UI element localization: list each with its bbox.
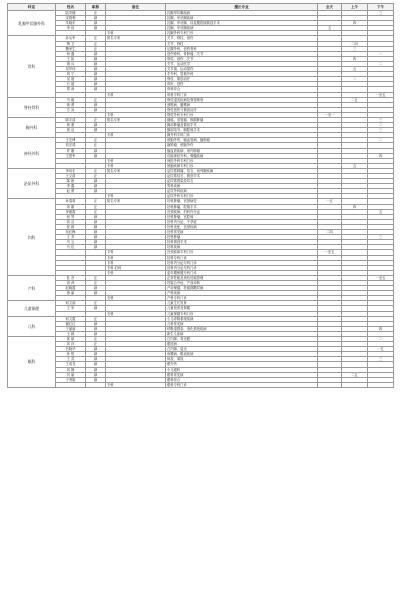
specialty: 小儿呼吸系统疾病 — [166, 316, 318, 321]
full-day: 一至五 — [318, 250, 342, 255]
specialty: 正常妊娠及高危妊娠管理 — [166, 275, 318, 280]
doctor-name: 许 刚 — [56, 148, 86, 153]
doctor-name: 吴红梅 — [56, 230, 86, 235]
specialty: 泌尿外科疾病 — [166, 189, 318, 194]
doctor-title: 正 — [86, 301, 106, 306]
specialty: 儿童生长发育 — [166, 301, 318, 306]
doctor-title: 正 — [86, 204, 106, 209]
doctor-name: 杜 彦 — [56, 275, 86, 280]
doctor-name: 刘 娟 — [56, 204, 86, 209]
specialty: 眼科专科门诊 — [166, 382, 318, 387]
afternoon: 一至五 — [368, 92, 394, 97]
specialty: 妇科肿瘤、宫颈病变 — [166, 199, 318, 204]
doctor-title: 副 — [86, 367, 106, 372]
doctor-title: 副 — [86, 240, 106, 245]
doctor-name: 刘 宁 — [56, 72, 86, 77]
header-row — [8, 4, 394, 11]
doctor-title: 副 — [86, 82, 106, 87]
doctor-name: 孙春莉 — [56, 199, 86, 204]
specialty: 妇科专科门诊 — [166, 255, 318, 260]
department-name: 泌尿外科 — [8, 168, 56, 199]
specialty: 眼底病 — [166, 342, 318, 347]
doctor-title: 副 — [86, 56, 106, 61]
doctor-name: 陈宇清 — [56, 117, 86, 122]
morning: 三 — [342, 46, 368, 51]
full-day: 一五 — [318, 199, 342, 204]
doctor-title: 副 — [86, 321, 106, 326]
specialty: 乳腺、甲状腺、疝及腹腔镜微创手术 — [166, 21, 318, 26]
table-row — [8, 382, 394, 387]
doctor-title: 副 — [86, 184, 106, 189]
doctor-title: 正 — [86, 11, 106, 16]
doctor-title: 副 — [86, 219, 106, 224]
specialty: 创伤骨科、骨肿瘤、关节 — [166, 51, 318, 56]
morning: 二五 — [342, 372, 368, 377]
doctor-title: 正 — [86, 275, 106, 280]
doctor-name: 宋胜利 — [56, 16, 86, 21]
afternoon: 二 — [368, 138, 394, 143]
specialty: 乳腺、甲状腺疾病 — [166, 16, 318, 21]
specialty: 神经外科专科门诊 — [166, 158, 318, 163]
column-header: 姓名 — [56, 4, 86, 11]
afternoon: 三 — [368, 235, 394, 240]
specialty: 泌尿系结石、微创手术 — [166, 174, 318, 179]
doctor-name: 郭 斌 — [56, 337, 86, 342]
column-header: 职称 — [86, 4, 106, 11]
specialty: 关节、运动医学 — [166, 61, 318, 66]
doctor-title: 副 — [86, 245, 106, 250]
doctor-title: 副 — [86, 291, 106, 296]
specialty: 产前保健、妊娠期糖尿病 — [166, 286, 318, 291]
specialty: 眼科常见病 — [166, 372, 318, 377]
doctor-title: 副 — [86, 230, 106, 235]
afternoon: 一 — [368, 51, 394, 56]
doctor-name: 何文丽 — [56, 301, 86, 306]
doctor-name: 周 洁 — [56, 128, 86, 133]
doctor-title: 副 — [86, 107, 106, 112]
doctor-title: 副 — [86, 72, 106, 77]
doctor-name: 郑 涛 — [56, 87, 86, 92]
specialty: 脊柱创伤与微创治疗 — [166, 107, 318, 112]
doctor-name: 朱晓东 — [56, 21, 86, 26]
table-body — [8, 11, 394, 388]
remark: 知名专家 — [106, 117, 166, 122]
doctor-name: 胡 兵 — [56, 61, 86, 66]
afternoon: 二 — [368, 61, 394, 66]
specialty: 妊娠合并症、产前诊断 — [166, 280, 318, 285]
doctor-title: 正 — [86, 41, 106, 46]
specialty: 脊柱、微创治疗 — [166, 77, 318, 82]
department-name: 胸外科 — [8, 117, 56, 137]
specialty: 妇科肿瘤、宫腔镜 — [166, 214, 318, 219]
specialty: 妇科内分泌、不孕症 — [166, 219, 318, 224]
doctor-name: 吴 晨 — [56, 77, 86, 82]
morning — [342, 382, 368, 387]
doctor-name: 陈 艳 — [56, 179, 86, 184]
specialty: 宫颈疾病、妇科内分泌 — [166, 209, 318, 214]
column-header: 全天 — [318, 4, 342, 11]
remark: 专科 — [106, 194, 166, 199]
doctor-title: 副 — [86, 148, 106, 153]
doctor-title: 副 — [86, 102, 106, 107]
doctor-title: 副 — [86, 235, 106, 240]
doctor-name: 石 超 — [56, 82, 86, 87]
specialty: 乳腺甲状腺疾病 — [166, 11, 318, 16]
doctor-name: 何文霞 — [56, 316, 86, 321]
specialty: 儿童营养及保健 — [166, 306, 318, 311]
full-day: 二四 — [318, 230, 342, 235]
doctor-title: 副 — [86, 179, 106, 184]
doctor-title: 正 — [86, 97, 106, 102]
specialty: 颈椎病、腰椎病 — [166, 102, 318, 107]
doctor-name: 刘 静 — [56, 367, 86, 372]
doctor-title: 副 — [86, 51, 106, 56]
afternoon: 一五 — [368, 347, 394, 352]
doctor-name: 徐 丽 — [56, 291, 86, 296]
specialty: 脊柱外科专科门诊 — [166, 112, 318, 117]
doctor-title: 副 — [86, 67, 106, 72]
doctor-name: 刘宗鸿 — [56, 143, 86, 148]
morning: 二五 — [342, 97, 368, 102]
specialty: 肺部结节、胸腔镜手术 — [166, 128, 318, 133]
doctor-name: 王 芳 — [56, 235, 86, 240]
doctor-name: 孙从军 — [56, 36, 86, 41]
column-header: 擅长专业 — [166, 4, 318, 11]
doctor-title: 副 — [86, 189, 106, 194]
remark: 知名专家 — [106, 36, 166, 41]
doctor-name: 吴华伟 — [56, 67, 86, 72]
doctor-name: 谢红红 — [56, 321, 86, 326]
doctor-name: 李向东 — [56, 168, 86, 173]
specialty: 手外科、显微外科 — [166, 72, 318, 77]
specialty: 脊柱、创伤、关节 — [166, 56, 318, 61]
specialty: 眼科综合 — [166, 377, 318, 382]
doctor-name: 黄 勇 — [56, 102, 86, 107]
specialty: 儿科常见病 — [166, 321, 318, 326]
specialty: 产科疾病 — [166, 291, 318, 296]
morning: 二 — [342, 77, 368, 82]
specialty: 妇科炎症、宫颈疾病 — [166, 224, 318, 229]
doctor-title: 正 — [86, 36, 106, 41]
clinic-schedule-table — [7, 3, 394, 388]
column-header: 下午 — [368, 4, 394, 11]
specialty: 泌尿系肿瘤、结石、前列腺疾病 — [166, 168, 318, 173]
doctor-name: 黄 蕾 — [56, 123, 86, 128]
doctor-name: 刘 洁 — [56, 219, 86, 224]
specialty: 骨科专科门诊 — [166, 92, 318, 97]
doctor-title — [86, 382, 106, 387]
department-name: 脊柱骨科 — [8, 97, 56, 117]
specialty: 关节、脊柱 — [166, 41, 318, 46]
remark: 专科 — [106, 260, 166, 265]
doctor-title: 正 — [86, 199, 106, 204]
remark: 专科 — [106, 133, 166, 138]
remark: 知名专家 — [106, 168, 166, 173]
doctor-title: 正 — [86, 138, 106, 143]
specialty: 泌尿外科专科门诊 — [166, 194, 318, 199]
column-header: 上午 — [342, 4, 368, 11]
morning: 四 — [342, 204, 368, 209]
doctor-title: 副 — [86, 347, 106, 352]
specialty: 乳腺、甲状腺疾病 — [166, 26, 318, 31]
specialty: 妇科疾病 — [166, 245, 318, 250]
remark: 专科 — [106, 92, 166, 97]
remark: 专科 — [106, 112, 166, 117]
morning: 五 — [342, 67, 368, 72]
specialty: 白内障、屈光 — [166, 347, 318, 352]
specialty: 颅脑外伤、脑血管病、脑肿瘤 — [166, 138, 318, 143]
doctor-title: 正 — [86, 209, 106, 214]
afternoon — [368, 382, 394, 387]
doctor-name: 王成龙 — [56, 362, 86, 367]
specialty: 角膜病、眼表疾病 — [166, 352, 318, 357]
doctor-title: 副 — [86, 21, 106, 26]
specialty: 肺癌、食管癌、纵隔肿瘤 — [166, 117, 318, 122]
morning: 四 — [342, 21, 368, 26]
doctor-name: 吕晓华 — [56, 347, 86, 352]
doctor-title: 正 — [86, 337, 106, 342]
specialty: 足踝外科、创伤骨科 — [166, 46, 318, 51]
doctor-title: 副 — [86, 362, 106, 367]
specialty: 更年期保健专科门诊 — [166, 270, 318, 275]
doctor-name: 赵 勇 — [56, 189, 86, 194]
doctor-title: 副 — [86, 224, 106, 229]
specialty: 妇科微创手术 — [166, 240, 318, 245]
doctor-title: 副 — [86, 372, 106, 377]
doctor-title: 正 — [86, 168, 106, 173]
doctor-title: 副 — [86, 352, 106, 357]
specialty: 男科疾病 — [166, 184, 318, 189]
morning: 一 — [342, 16, 368, 21]
doctor-title: 正 — [86, 46, 106, 51]
specialty: 脑血管疾病、颅内肿瘤 — [166, 148, 318, 153]
doctor-name: 王 武 — [56, 357, 86, 362]
doctor-name: 陶 卫 — [56, 41, 86, 46]
department-name: 妇科 — [8, 199, 56, 275]
doctor-title: 副 — [86, 214, 106, 219]
morning: 四 — [342, 56, 368, 61]
department-name: 眼科 — [8, 337, 56, 388]
remark: 专科 — [106, 158, 166, 163]
doctor-name: 王 颖 — [56, 331, 86, 336]
afternoon: 三 — [368, 357, 394, 362]
remark: 专科 — [106, 382, 166, 387]
doctor-title: 正 — [86, 143, 106, 148]
specialty: 白内障、青光眼 — [166, 337, 318, 342]
doctor-title: 副 — [86, 331, 106, 336]
doctor-title: 正 — [86, 117, 106, 122]
specialty: 斜视、弱视 — [166, 357, 318, 362]
doctor-name: 王 凯 — [56, 56, 86, 61]
specialty: 胸外科专科门诊 — [166, 133, 318, 138]
department-name: 儿童保健 — [8, 301, 56, 316]
doctor-title: 副 — [86, 16, 106, 21]
doctor-name: 王 军 — [56, 306, 86, 311]
specialty: 儿童保健专科门诊 — [166, 311, 318, 316]
remark: 专科 — [106, 250, 166, 255]
full-day: 一至一 — [318, 112, 342, 117]
department-name: 乳腺甲状腺外科 — [8, 11, 56, 36]
doctor-name: 方 冰 — [56, 107, 86, 112]
doctor-name: 何 琴 — [56, 214, 86, 219]
full-day: 五 — [318, 26, 342, 31]
specialty: 妇科肿瘤、腔镜手术 — [166, 204, 318, 209]
afternoon: 四 — [368, 153, 394, 158]
remark: 专科 — [106, 270, 166, 275]
specialty: 妇科内分泌专科门诊 — [166, 265, 318, 270]
doctor-name: 魏家生 — [56, 46, 86, 51]
specialty: 泌尿系感染及结石 — [166, 179, 318, 184]
doctor-name: 赵晓霞 — [56, 286, 86, 291]
department-name: 产科 — [8, 275, 56, 300]
doctor-title: 正 — [86, 280, 106, 285]
doctor-name: 刘 洋 — [56, 342, 86, 347]
doctor-name: 马 佳 — [56, 245, 86, 250]
specialty: 小儿眼科 — [166, 367, 318, 372]
doctor-name: 闫 丽 — [56, 372, 86, 377]
afternoon: 五 — [368, 209, 394, 214]
doctor-name: 于丽丽 — [56, 326, 86, 331]
specialty: 眼外伤 — [166, 362, 318, 367]
afternoon: 三 — [368, 128, 394, 133]
specialty: 颅脑疾病专科门诊 — [166, 163, 318, 168]
doctor-title: 正 — [86, 342, 106, 347]
doctor-name: 李惠霞 — [56, 209, 86, 214]
column-header: 备注 — [106, 4, 166, 11]
remark: 专科 — [106, 296, 166, 301]
department-name: 儿科 — [8, 316, 56, 336]
specialty: 脊柱退变疾病及脊柱畸形 — [166, 97, 318, 102]
doctor-title: 副 — [86, 286, 106, 291]
doctor-title: 副 — [86, 26, 106, 31]
doctor-name: 王宏博 — [56, 138, 86, 143]
afternoon: 一至五 — [368, 275, 394, 280]
specialty: 关节镜、运动损伤 — [166, 67, 318, 72]
afternoon: 四 — [368, 326, 394, 331]
doctor-title: 副 — [86, 61, 106, 66]
schedule-sheet — [7, 3, 393, 586]
doctor-title: 副 — [86, 128, 106, 133]
doctor-title: 副 — [86, 357, 106, 362]
doctor-name: 马 云 — [56, 240, 86, 245]
doctor-title: 副 — [86, 306, 106, 311]
doctor-name: 李 伟 — [56, 26, 86, 31]
specialty: 妇科肿瘤 — [166, 235, 318, 240]
specialty: 关节、脊柱、创伤 — [166, 36, 318, 41]
department-name: 神经外科 — [8, 138, 56, 169]
specialty: 骨折、创伤 — [166, 82, 318, 87]
doctor-title: 副 — [86, 123, 106, 128]
doctor-title: 副 — [86, 87, 106, 92]
doctor-name: 于秀娟 — [56, 377, 86, 382]
specialty: 妇科常见病 — [166, 230, 318, 235]
remark: 专科 — [106, 311, 166, 316]
remark: 知名专家 — [106, 199, 166, 204]
specialty: 乳腺外科专科门诊 — [166, 31, 318, 36]
doctor-title: 副 — [86, 77, 106, 82]
doctor-name: 何 鑫 — [56, 51, 86, 56]
doctor-name: 刘 萍 — [56, 280, 86, 285]
remark: 专科 — [106, 163, 166, 168]
column-header: 科室 — [8, 4, 56, 11]
doctor-name: 陆安娜 — [56, 11, 86, 16]
department-name: 骨科 — [8, 36, 56, 97]
doctor-name — [56, 382, 86, 387]
specialty: 呼吸道感染、消化系统疾病 — [166, 326, 318, 331]
afternoon: 三 — [368, 117, 394, 122]
specialty: 功能神经外科、脊髓疾病 — [166, 153, 318, 158]
doctor-title: 副 — [86, 377, 106, 382]
doctor-title: 副 — [86, 153, 106, 158]
afternoon: 三 — [368, 11, 394, 16]
full-day — [318, 382, 342, 387]
doctor-name: 孙 悦 — [56, 352, 86, 357]
doctor-title: 正 — [86, 174, 106, 179]
doctor-name: 王建军 — [56, 153, 86, 158]
remark: 专科-妇科 — [106, 265, 166, 270]
doctor-title: 正 — [86, 316, 106, 321]
specialty: 脑肿瘤、颅脑外伤 — [166, 143, 318, 148]
specialty: 胸部肿瘤及微创手术 — [166, 123, 318, 128]
specialty: 宫颈疾病专科门诊 — [166, 250, 318, 255]
doctor-name: 李 鑫 — [56, 184, 86, 189]
morning: 五 — [342, 163, 368, 168]
specialty: 产科专科门诊 — [166, 296, 318, 301]
doctor-name: 张 颖 — [56, 224, 86, 229]
doctor-title: 副 — [86, 326, 106, 331]
specialty: 骨科综合 — [166, 87, 318, 92]
afternoon: 二 — [368, 337, 394, 342]
morning: 二四 — [342, 41, 368, 46]
specialty: 妇科内分泌专科门诊 — [166, 260, 318, 265]
remark: 专科 — [106, 31, 166, 36]
doctor-name: 王文清 — [56, 174, 86, 179]
doctor-name: 马 毅 — [56, 97, 86, 102]
specialty: 新生儿疾病 — [166, 331, 318, 336]
remark: 专科 — [106, 255, 166, 260]
afternoon: 二 — [368, 123, 394, 128]
